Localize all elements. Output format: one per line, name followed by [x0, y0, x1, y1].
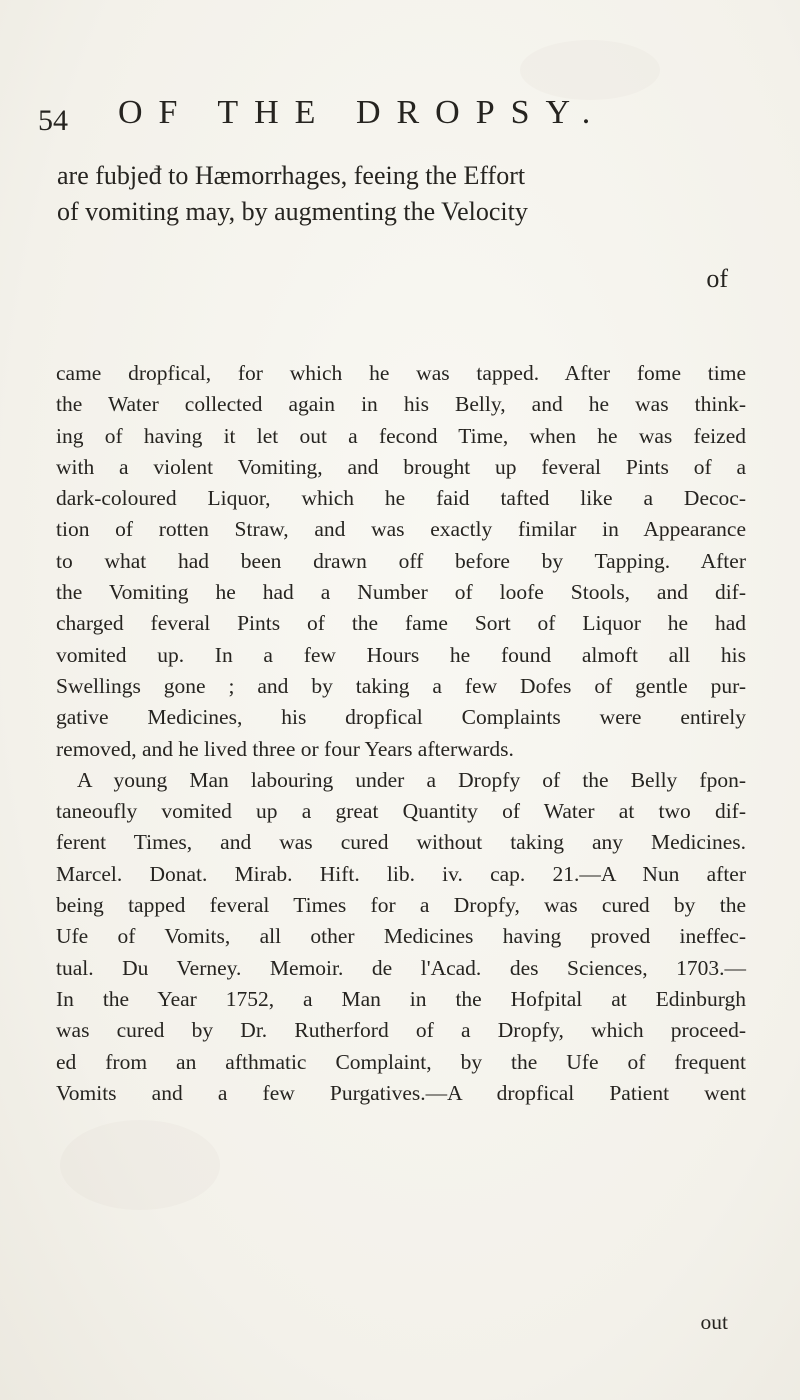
text-line: In the Year 1752, a Man in the Hofpital at Edinburgh — [56, 986, 746, 1011]
page-header — [38, 90, 778, 150]
text-line: removed, and he lived three or four Years afterwards. — [56, 736, 514, 761]
text-line: with a violent Vomiting, and brought up feveral Pints of a — [56, 454, 746, 479]
page-number: 54 — [38, 104, 68, 137]
catchword: out — [700, 1310, 728, 1334]
previous-text-block — [57, 158, 717, 230]
running-head: OF THE DROPSY. — [118, 94, 607, 131]
text-line: ing of having it let out a fecond Time, when he was feized — [56, 423, 746, 448]
text-line: the Water collected again in his Belly, and he was think- — [56, 392, 746, 417]
text-line: the Vomiting he had a Number of loofe Stools, and dif- — [56, 580, 746, 605]
text-line: was cured by Dr. Rutherford of a Dropfy, which proceed- — [56, 1018, 746, 1043]
text-line: gative Medicines, his dropfical Complaints were entirely — [56, 705, 746, 730]
text-line: came dropfical, for which he was tapped. After fome time — [56, 361, 746, 385]
text-line: charged feveral Pints of the fame Sort of Liquor he had — [56, 611, 746, 636]
text-line: ed from an afthmatic Complaint, by the Ufe of frequent — [56, 1049, 746, 1074]
text-line: are fubjeđ to Hæmorrhages, feeing the Effort — [57, 161, 526, 190]
text-line: dark-coloured Liquor, which he faid tafted like a Decoc- — [56, 486, 746, 511]
text-line: Vomits and a few Purgatives.—A dropfical Patient went — [56, 1080, 746, 1105]
main-text-block — [56, 358, 746, 1109]
text-line: to what had been drawn off before by Tapping. After — [56, 548, 746, 573]
text-line: Ufe of Vomits, all other Medicines having proved ineffec- — [56, 924, 746, 949]
text-line: Swellings gone ; and by taking a few Dofes of gentle pur- — [56, 673, 746, 698]
text-line: taneoufly vomited up a great Quantity of Water at two dif- — [56, 799, 746, 824]
text-line: tion of rotten Straw, and was exactly fimilar in Appearance — [56, 517, 746, 542]
text-line: ferent Times, and was cured without taking any Medicines. — [56, 830, 746, 855]
citation-line: tual. Du Verney. Memoir. de l'Acad. des Sciences, 1703.— — [56, 955, 746, 980]
catchword: of — [706, 264, 728, 293]
text-line: being tapped feveral Times for a Dropfy, was cured by the — [56, 893, 746, 918]
text-line: of vomiting may, by augmenting the Velocity — [57, 197, 528, 226]
text-line: vomited up. In a few Hours he found almoft all his — [56, 642, 746, 667]
paper-stain — [60, 1120, 220, 1210]
paragraph-start-line: A young Man labouring under a Dropfy of the Belly fpon- — [77, 767, 746, 792]
citation-line: Marcel. Donat. Mirab. Hift. lib. iv. cap. 21.—A Nun after — [56, 861, 746, 886]
